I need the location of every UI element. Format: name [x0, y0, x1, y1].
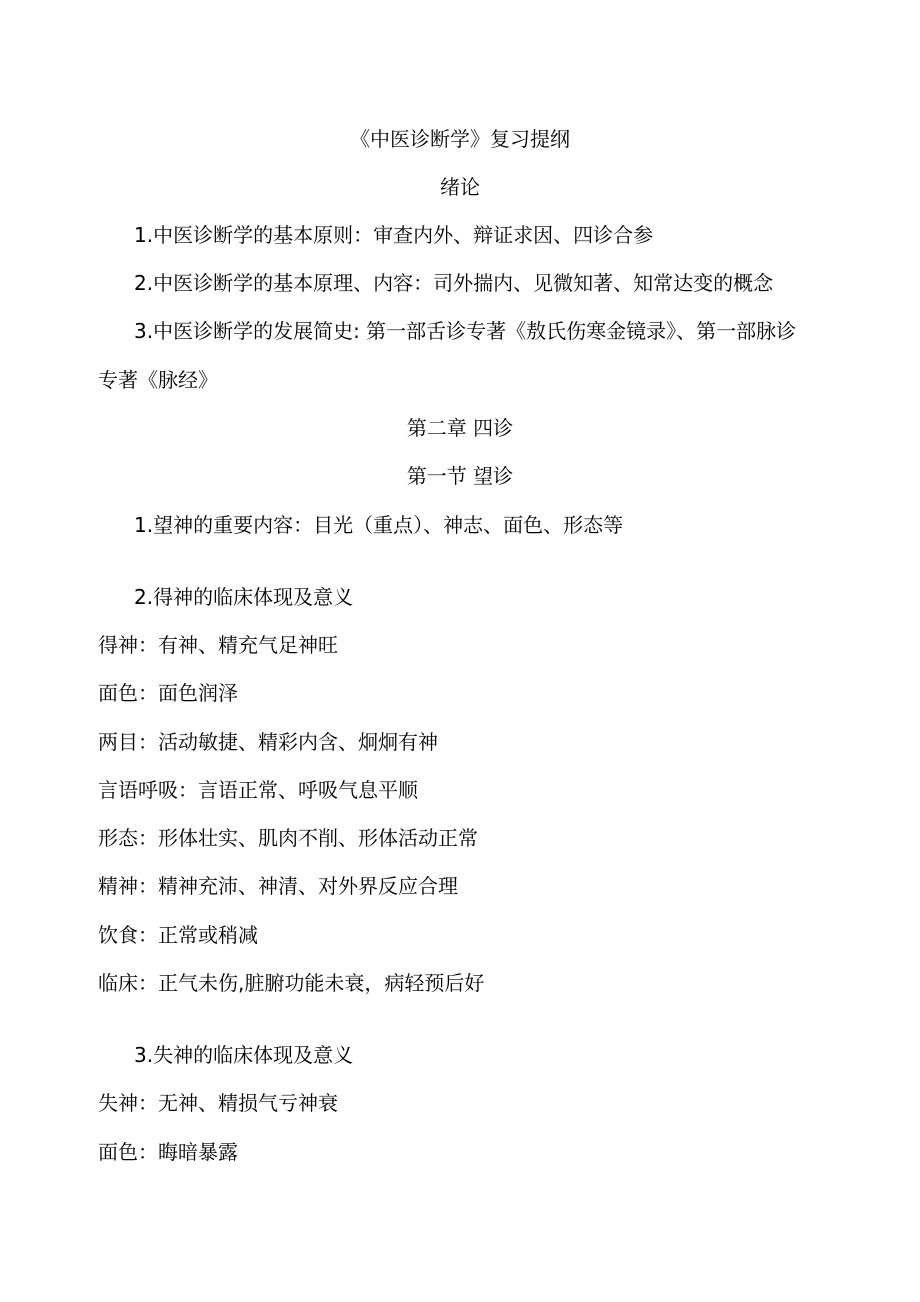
intro-item-1: 1.中医诊断学的基本原则：审查内外、辩证求因、四诊合参 — [134, 223, 654, 247]
item-3-line: 面色：晦暗暴露 — [98, 1140, 238, 1164]
item-2-line: 临床：正气未伤,脏腑功能未衰，病轻预后好 — [98, 971, 485, 995]
section-item-1: 1.望神的重要内容：目光（重点）、神志、面色、形态等 — [134, 513, 624, 537]
document-title: 《中医诊断学》复习提纲 — [350, 127, 570, 151]
section-item-2-heading: 2.得神的临床体现及意义 — [134, 585, 354, 609]
item-2-line: 两目：活动敏捷、精彩内含、炯炯有神 — [98, 730, 438, 754]
intro-heading: 绪论 — [440, 175, 480, 199]
intro-item-2: 2.中医诊断学的基本原理、内容：司外揣内、见微知著、知常达变的概念 — [134, 271, 774, 295]
item-2-line: 面色：面色润泽 — [98, 681, 238, 705]
item-2-line: 形态：形体壮实、肌肉不削、形体活动正常 — [98, 826, 478, 850]
intro-item-3-line-1: 3.中医诊断学的发展简史: 第一部舌诊专著《敖氏伤寒金镜录》、第一部脉诊 — [134, 319, 797, 343]
item-2-line: 言语呼吸：言语正常、呼吸气息平顺 — [98, 778, 418, 802]
item-2-line: 饮食：正常或稍减 — [98, 923, 258, 947]
item-2-line: 得神：有神、精充气足神旺 — [98, 633, 338, 657]
section-heading: 第一节 望诊 — [406, 464, 514, 488]
item-2-line: 精神：精神充沛、神清、对外界反应合理 — [98, 874, 458, 898]
section-item-3-heading: 3.失神的临床体现及意义 — [134, 1043, 354, 1067]
intro-item-3-line-2: 专著《脉经》 — [98, 368, 218, 392]
item-3-line: 失神：无神、精损气亏神衰 — [98, 1091, 338, 1115]
chapter-heading: 第二章 四诊 — [406, 416, 514, 440]
